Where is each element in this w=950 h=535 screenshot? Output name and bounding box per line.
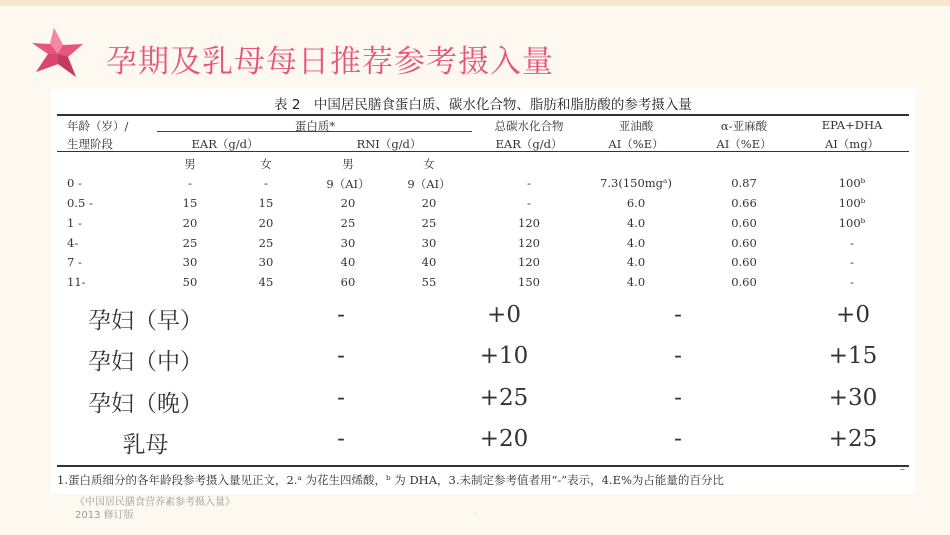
linoleic-cell: 4.0 bbox=[626, 216, 646, 230]
header-ala-ai: AI（%E） bbox=[716, 137, 772, 151]
slide-title: 孕期及乳母每日推荐参考摄入量 bbox=[106, 44, 554, 80]
carb-cell: - bbox=[527, 176, 531, 190]
ear-female-cell: 20 bbox=[258, 216, 274, 230]
protein-cell: - bbox=[337, 302, 345, 328]
epa-dha-cell: - bbox=[850, 236, 854, 250]
carb-cell: +0 bbox=[487, 302, 521, 328]
ear-male-cell: 30 bbox=[182, 255, 198, 269]
alpha-linolenic-cell: 0.60 bbox=[731, 275, 757, 289]
ear-female-cell: 15 bbox=[258, 196, 274, 210]
epa-dha-cell: +30 bbox=[828, 385, 878, 411]
protein-cell: - bbox=[337, 385, 345, 411]
sex-label-male: 男 bbox=[342, 157, 354, 171]
epa-dha-cell: 100ᵇ bbox=[838, 216, 866, 230]
edge-mark: – bbox=[900, 464, 905, 475]
rni-male-cell: 25 bbox=[340, 216, 356, 230]
table-header-rule bbox=[57, 151, 909, 152]
linoleic-cell: - bbox=[674, 302, 682, 328]
epa-dha-cell: +25 bbox=[828, 426, 878, 452]
linoleic-cell: - bbox=[674, 343, 682, 369]
header-carb-ear: EAR（g/d） bbox=[495, 137, 563, 151]
carb-cell: +25 bbox=[479, 385, 529, 411]
table-caption: 表 2 中国居民膳食蛋白质、碳水化合物、脂肪和脂肪酸的参考摄入量 bbox=[274, 97, 692, 113]
header-linoleic-ai: AI（%E） bbox=[608, 137, 664, 151]
center-dot: . bbox=[474, 507, 477, 516]
age-cell: 11- bbox=[67, 275, 86, 289]
ear-male-cell: 25 bbox=[182, 236, 198, 250]
alpha-linolenic-cell: 0.66 bbox=[731, 196, 757, 210]
carb-cell: 120 bbox=[518, 255, 540, 269]
epa-dha-cell: +0 bbox=[836, 302, 870, 328]
protein-cell: - bbox=[337, 343, 345, 369]
header-carb: 总碳水化合物 bbox=[494, 119, 564, 133]
source-citation: 《中国居民膳食营养素参考摄入量》 2013 修订版 bbox=[75, 497, 235, 521]
header-linoleic: 亚油酸 bbox=[618, 119, 654, 133]
sex-label-female: 女 bbox=[423, 157, 435, 171]
star-icon bbox=[30, 26, 86, 82]
carb-cell: +20 bbox=[479, 426, 529, 452]
ear-female-cell: 25 bbox=[258, 236, 274, 250]
epa-dha-cell: 100ᵇ bbox=[838, 196, 866, 210]
header-protein-ear: EAR（g/d） bbox=[191, 137, 259, 151]
carb-cell: - bbox=[527, 196, 531, 210]
rni-female-cell: 25 bbox=[421, 216, 437, 230]
stage-cell: 乳母 bbox=[122, 432, 169, 458]
alpha-linolenic-cell: 0.87 bbox=[731, 176, 757, 190]
rni-male-cell: 40 bbox=[340, 255, 356, 269]
epa-dha-cell: - bbox=[850, 275, 854, 289]
header-alpha-linolenic: α-亚麻酸 bbox=[720, 119, 768, 133]
ear-male-cell: 15 bbox=[182, 196, 198, 210]
age-cell: 0 - bbox=[67, 176, 82, 190]
header-protein: 蛋白质* bbox=[294, 119, 336, 133]
top-accent-bar bbox=[0, 0, 950, 6]
ear-female-cell: 45 bbox=[258, 275, 274, 289]
sex-label-male: 男 bbox=[184, 157, 196, 171]
carb-cell: 120 bbox=[518, 216, 540, 230]
age-cell: 4- bbox=[67, 236, 79, 250]
header-protein-rni: RNI（g/d） bbox=[356, 137, 422, 151]
alpha-linolenic-cell: 0.60 bbox=[731, 236, 757, 250]
age-cell: 1 - bbox=[67, 216, 82, 230]
linoleic-cell: 4.0 bbox=[626, 275, 646, 289]
table-top-rule bbox=[57, 114, 909, 116]
ear-female-cell: - bbox=[264, 176, 268, 190]
epa-dha-cell: +15 bbox=[828, 343, 878, 369]
rni-female-cell: 30 bbox=[421, 236, 437, 250]
linoleic-cell: 6.0 bbox=[626, 196, 646, 210]
rni-male-cell: 20 bbox=[340, 196, 356, 210]
header-epa-ai: AI（mg） bbox=[824, 137, 880, 151]
rni-female-cell: 20 bbox=[421, 196, 437, 210]
table-bottom-rule bbox=[57, 465, 909, 467]
ear-male-cell: 20 bbox=[182, 216, 198, 230]
stage-cell: 孕妇（中） bbox=[88, 349, 203, 375]
table-footnote: 1.蛋白质细分的各年龄段参考摄入量见正文，2.ᵃ 为花生四烯酸，ᵇ 为 DHA，3.未制定参考值者用“-”表示，4.E%为占能量的百分比 bbox=[57, 473, 724, 487]
rni-female-cell: 9（AI） bbox=[407, 177, 451, 191]
linoleic-cell: 7.3(150mgᵃ) bbox=[600, 176, 672, 190]
sex-label-female: 女 bbox=[260, 157, 272, 171]
stage-cell: 孕妇（晚） bbox=[88, 391, 203, 417]
rni-female-cell: 55 bbox=[421, 275, 437, 289]
header-epa-dha: EPA+DHA bbox=[821, 118, 883, 132]
epa-dha-cell: 100ᵇ bbox=[838, 176, 866, 190]
linoleic-cell: 4.0 bbox=[626, 236, 646, 250]
ear-male-cell: 50 bbox=[182, 275, 198, 289]
stage-cell: 孕妇（早） bbox=[88, 308, 203, 334]
ear-male-cell: - bbox=[188, 176, 192, 190]
carb-cell: +10 bbox=[479, 343, 529, 369]
linoleic-cell: - bbox=[674, 385, 682, 411]
linoleic-cell: - bbox=[674, 426, 682, 452]
rni-female-cell: 40 bbox=[421, 255, 437, 269]
header-stage: 生理阶段 bbox=[67, 137, 113, 151]
rni-male-cell: 30 bbox=[340, 236, 356, 250]
age-cell: 0.5 - bbox=[67, 196, 93, 210]
epa-dha-cell: - bbox=[850, 255, 854, 269]
carb-cell: 150 bbox=[518, 275, 540, 289]
header-age: 年龄（岁）/ bbox=[67, 119, 129, 133]
alpha-linolenic-cell: 0.60 bbox=[731, 255, 757, 269]
age-cell: 7 - bbox=[67, 255, 82, 269]
linoleic-cell: 4.0 bbox=[626, 255, 646, 269]
carb-cell: 120 bbox=[518, 236, 540, 250]
ear-female-cell: 30 bbox=[258, 255, 274, 269]
alpha-linolenic-cell: 0.60 bbox=[731, 216, 757, 230]
rni-male-cell: 9（AI） bbox=[326, 177, 370, 191]
rni-male-cell: 60 bbox=[340, 275, 356, 289]
protein-cell: - bbox=[337, 426, 345, 452]
reference-table-image bbox=[51, 89, 915, 494]
